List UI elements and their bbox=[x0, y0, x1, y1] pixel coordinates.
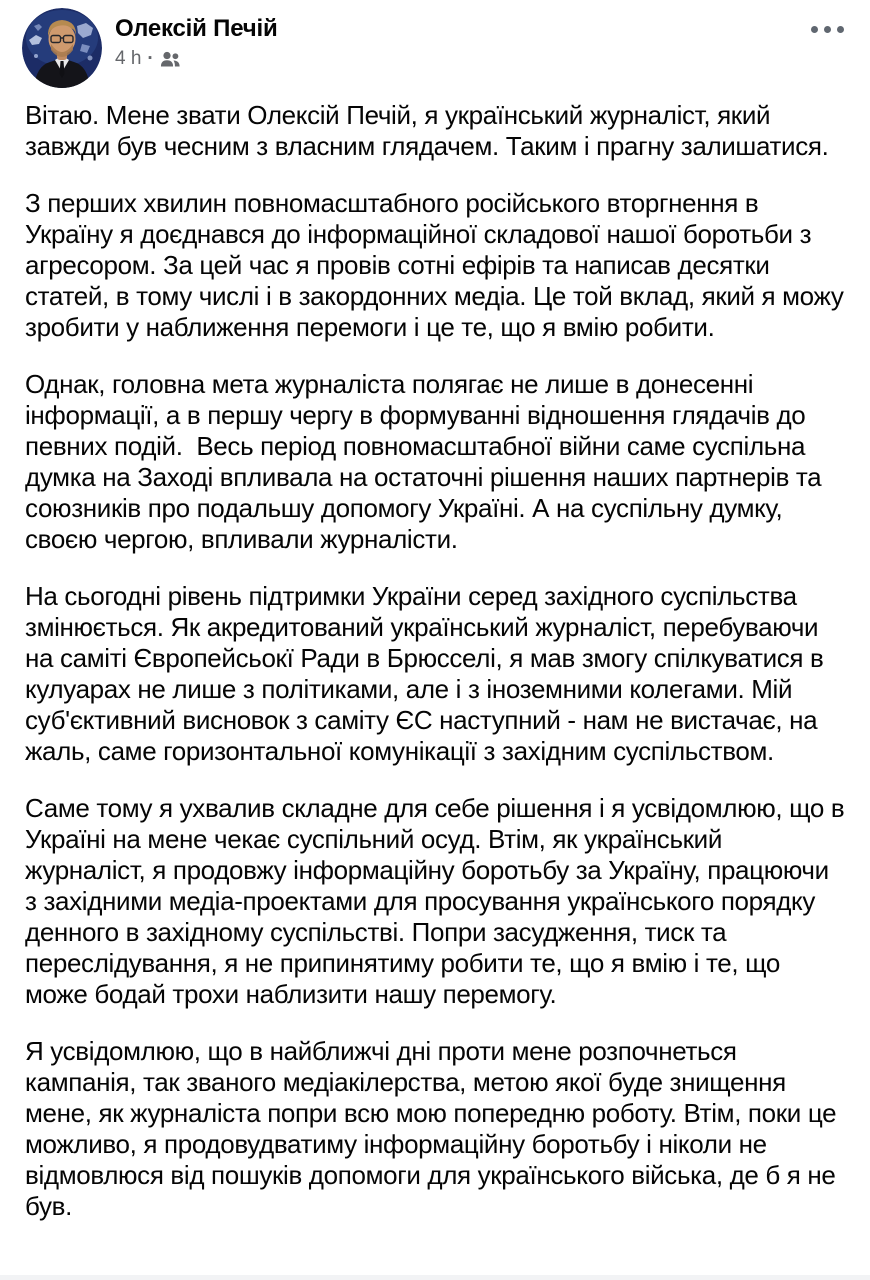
post-paragraph: Вітаю. Мене звати Олексій Печій, я український журналіст, який завжди був чесним з власним глядачем. Таким і прагну залишатися. bbox=[25, 100, 829, 161]
post-paragraph: Однак, головна мета журналіста полягає не лише в донесенні інформації, а в першу чергу в формуванні відношення глядачів до певних подій. Весь період повномасштабної війни саме суспільна думка на Заході впливала на остаточні рішення наших партнерів та союзників про подальшу допомогу Україні. А на суспільну думку, своєю чергою, впливали журналісти. bbox=[25, 369, 829, 554]
post-meta bbox=[115, 47, 278, 71]
ellipsis-icon bbox=[824, 26, 831, 33]
footer-divider bbox=[0, 1275, 870, 1280]
timestamp[interactable]: 4 h bbox=[115, 48, 142, 69]
header-text bbox=[115, 8, 278, 71]
friends-icon bbox=[160, 51, 181, 68]
post-options-button[interactable] bbox=[805, 16, 850, 43]
post-paragraph: На сьогодні рівень підтримки України серед західного суспільства змінюється. Як акредитований український журналіст, перебуваючи на саміті Європейсьокї Ради в Брюсселі, я мав змогу спілкуватися в кулуарах не лише з політиками, але і з іноземними колегами. Мій суб'єктивний висновок з саміту ЄС наступний - нам не вистачає, на жаль, саме горизонтальної комунікації з західним суспільством. bbox=[25, 581, 831, 766]
author-name[interactable]: Олексій Печій bbox=[115, 15, 278, 42]
avatar[interactable] bbox=[22, 8, 102, 88]
profile-photo-graphic bbox=[22, 8, 102, 88]
post-paragraph: З перших хвилин повномасштабного російського вторгнення в Україну я доєднався до інформаційної складової нашої боротьби з агресором. За цей час я провів сотні ефірів та написав десятки статей, в тому числі і в закордонних медіа. Це той вклад, який я можу зробити у наближення перемоги і це те, що я вмію робити. bbox=[25, 188, 851, 342]
meta-separator: · bbox=[147, 48, 154, 69]
post-paragraph: Я усвідомлюю, що в найближчі дні проти мене розпочнеться кампанія, так званого медіакілерства, метою якої буде знищення мене, як журналіста попри всю мою попередню роботу. Втім, поки це можливо, я продовудватиму інформаційну боротьбу і ніколи не відмовлюся від пошуків допомоги для українського війська, де б я не був. bbox=[25, 1036, 844, 1221]
post-header bbox=[0, 0, 870, 88]
ellipsis-icon bbox=[811, 26, 818, 33]
ellipsis-icon bbox=[837, 26, 844, 33]
post-body bbox=[0, 88, 870, 1222]
post-paragraph: Саме тому я ухвалив складне для себе рішення і я усвідомлюю, що в Україні на мене чекає суспільний осуд. Втім, як український журналіст, я продовжу інформаційну боротьбу за Україну, працюючи з західними медіа-проектами для просування українського порядку денного в західному суспільстві. Попри засудження, тиск та переслідування, я не припинятиму робити те, що я вмію і те, що може бодай трохи наблизити нашу перемогу. bbox=[25, 793, 852, 1009]
